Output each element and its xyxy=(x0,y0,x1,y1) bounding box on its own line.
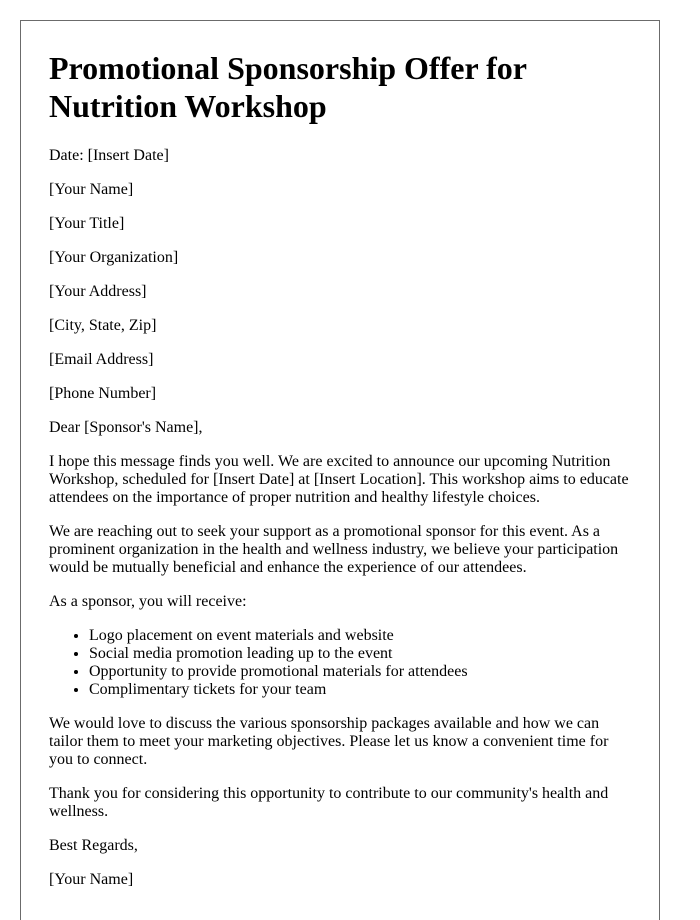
benefits-list xyxy=(49,627,631,699)
signature-name: [Your Name] xyxy=(49,871,134,888)
intro-paragraph: I hope this message finds you well. We are excited to announce our upcoming Nutrition Workshop, scheduled for [Insert Date] at [Insert Location]. This workshop aims to educate attendees on the importance of proper nutrition and healthy lifestyle choices. xyxy=(49,453,629,506)
benefits-intro: As a sponsor, you will receive: xyxy=(49,593,247,610)
sender-block xyxy=(49,147,631,403)
benefit-item: • Social media promotion leading up to the event xyxy=(89,645,631,663)
sender-title: [Your Title] xyxy=(49,215,125,232)
benefit-item: • Complimentary tickets for your team xyxy=(89,681,631,699)
benefit-item: • Opportunity to provide promotional materials for attendees xyxy=(89,663,631,681)
letter-title: Promotional Sponsorship Offer for Nutrition Workshop xyxy=(49,50,527,124)
request-paragraph: We are reaching out to seek your support as a promotional sponsor for this event. As a prominent organization in the health and wellness industry, we believe your participation would be mutually beneficial and enhance the experience of our attendees. xyxy=(49,523,619,576)
thanks-paragraph: Thank you for considering this opportunity to contribute to our community's health and wellness. xyxy=(49,785,609,820)
sender-name: [Your Name] xyxy=(49,181,134,198)
sender-email: [Email Address] xyxy=(49,351,154,368)
salutation: Dear [Sponsor's Name], xyxy=(49,419,203,436)
date-line: Date: [Insert Date] xyxy=(49,147,169,164)
benefit-item: • Logo placement on event materials and website xyxy=(89,627,631,645)
sender-phone: [Phone Number] xyxy=(49,385,157,402)
sign-off: Best Regards, xyxy=(49,837,138,854)
sender-organization: [Your Organization] xyxy=(49,249,179,266)
discussion-paragraph: We would love to discuss the various sponsorship packages available and how we can tailor them to meet your marketing objectives. Please let us know a convenient time for you to connect. xyxy=(49,715,609,768)
sender-city-state-zip: [City, State, Zip] xyxy=(49,317,157,334)
sender-address: [Your Address] xyxy=(49,283,147,300)
letter-page xyxy=(20,20,660,920)
